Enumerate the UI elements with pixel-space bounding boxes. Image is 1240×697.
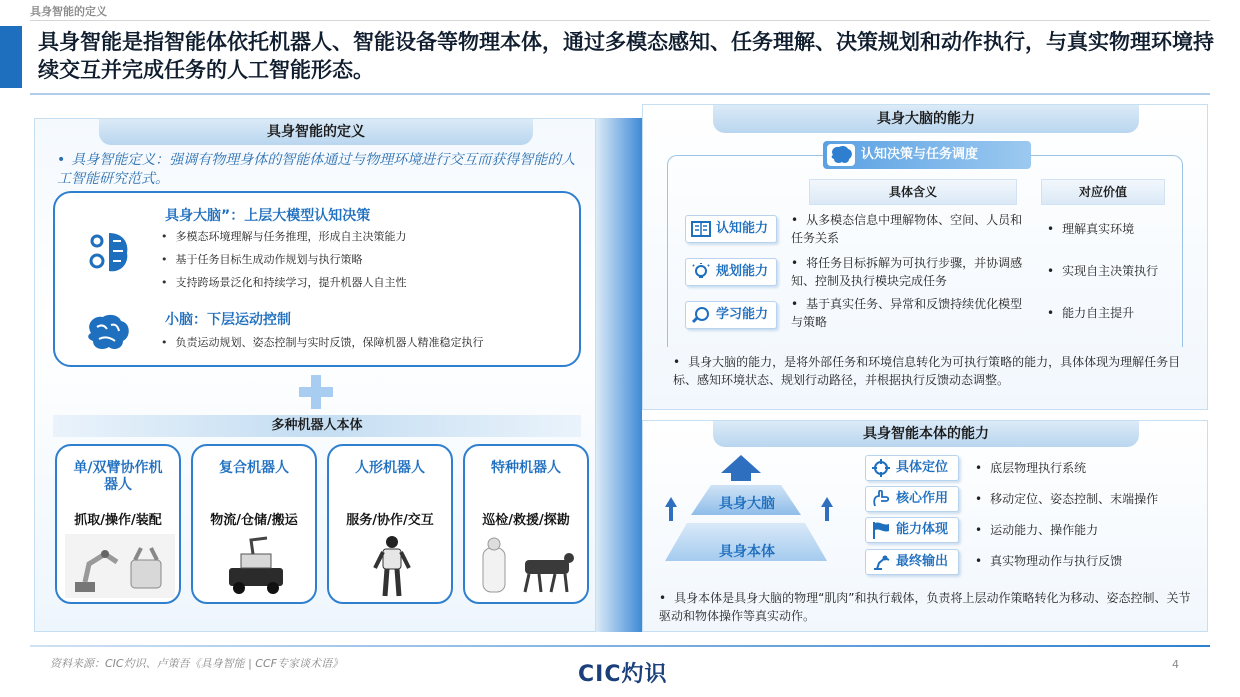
capability-position (865, 455, 959, 481)
capability-label: 最终输出 (896, 554, 949, 569)
page-headline: 具身智能是指智能体依托机器人、智能设备等物理本体，通过多模态感知、任务理解、决策规划和动作执行，与真实物理环境持续交互并完成任务的人工智能形态。 (38, 30, 1214, 82)
ability-value: • 实现自主决策执行 (1047, 264, 1159, 278)
headline-divider (30, 93, 1210, 95)
capability-desc-text: 底层物理执行系统 (990, 461, 1087, 475)
capability-output (865, 549, 959, 575)
robot-card-name: 特种机器人 (491, 460, 561, 476)
robot-card-name: 人形机器人 (355, 460, 425, 476)
ability-value: • 理解真实环境 (1047, 222, 1135, 236)
crosshair-icon (871, 459, 891, 477)
ability-label: 认知能力 (716, 221, 769, 236)
definition-panel (34, 118, 596, 632)
capability-core (865, 486, 959, 512)
page-number: 4 (1172, 658, 1179, 671)
definition-text-content: 具身智能定义：强调有物理身体的智能体通过与物理环境进行交互而获得智能的人工智能研究范式。 (57, 152, 576, 187)
title-accent-bar (0, 26, 22, 88)
gear-brain-icon (83, 227, 133, 277)
hand-icon (871, 490, 891, 508)
small-brain-title: 小脑：下层运动控制 (165, 312, 291, 328)
robot-card-name: 复合机器人 (219, 460, 289, 476)
capability-desc: • 真实物理动作与执行反馈 (975, 554, 1123, 568)
source-note: 资料来源：CIC灼识、卢策吾《具身智能 | CCF专家谈术语》 (50, 657, 343, 670)
big-brain-bullet: • 基于任务目标生成动作规划与执行策略 (161, 252, 363, 268)
definition-text: • 具身智能定义：强调有物理身体的智能体通过与物理环境进行交互而获得智能的人工智能研究范式。 (57, 152, 576, 187)
column-header-meaning: 具体含义 (809, 179, 1017, 205)
pyramid-top-label: 具身大脑 (719, 496, 775, 512)
brain-ability-summary: • 具身大脑的能力，是将外部任务和环境信息转化为可执行策略的能力，具体体现为理解任务目标、感知环境状态、规划行动路径，并根据执行反馈动态调整。 (673, 355, 1181, 387)
cognition-badge-label: 认知决策与任务调度 (861, 147, 979, 162)
body-ability-panel (642, 420, 1208, 632)
ability-value-text: 能力自主提升 (1062, 306, 1135, 320)
humanoid-robot-image (337, 534, 447, 598)
capability-label: 具体定位 (896, 460, 949, 475)
column-header-value: 对应价值 (1041, 179, 1165, 205)
ability-value-text: 理解真实环境 (1062, 222, 1135, 236)
ability-label: 学习能力 (716, 307, 769, 322)
capability-manifest (865, 517, 959, 543)
brain-box (53, 191, 581, 367)
robot-arm-icon (871, 553, 891, 571)
plus-icon (299, 375, 333, 409)
capability-desc: • 底层物理执行系统 (975, 461, 1087, 475)
section-tag: 具身智能的定义 (30, 5, 107, 18)
robot-arm-image (65, 534, 175, 598)
cognition-badge (823, 141, 1031, 169)
big-brain-bullet: • 支持跨场景泛化和持续学习，提升机器人自主性 (161, 275, 407, 291)
robot-types-header: 多种机器人本体 (53, 415, 581, 437)
ability-meaning-text: 将任务目标拆解为可执行步骤，并协调感知、控制及执行模块完成任务 (791, 256, 1023, 288)
book-icon (691, 220, 711, 238)
ability-meaning: • 从多模态信息中理解物体、空间、人员和任务关系 (791, 213, 1023, 245)
brand-logo: CIC灼识 (578, 662, 668, 687)
panel-connector (596, 118, 642, 632)
magnifier-icon (691, 306, 711, 324)
ability-meaning: • 将任务目标拆解为可执行步骤，并协调感知、控制及执行模块完成任务 (791, 256, 1023, 288)
ability-meaning-text: 从多模态信息中理解物体、空间、人员和任务关系 (791, 213, 1023, 245)
special-robot-image (473, 534, 583, 598)
brain-ability-summary-text: 具身大脑的能力，是将外部任务和环境信息转化为可执行策略的能力，具体体现为理解任务目标、感知环境状态、规划行动路径，并根据执行反馈动态调整。 (673, 355, 1181, 387)
ability-meaning: • 基于真实任务、异常和反馈持续优化模型与策略 (791, 297, 1023, 329)
capability-desc: • 移动定位、姿态控制、末端操作 (975, 492, 1159, 506)
brain-ability-header: 具身大脑的能力 (713, 105, 1139, 133)
big-brain-title: 具身大脑”：上层大模型认知决策 (165, 208, 371, 224)
capability-desc: • 运动能力、操作能力 (975, 523, 1099, 537)
ability-cognition (685, 215, 777, 243)
robot-card-use: 巡检/救援/探勘 (482, 513, 570, 528)
brain-badge-icon (827, 144, 855, 166)
robot-card-arm (55, 444, 181, 604)
body-ability-summary-text: 具身本体是具身大脑的物理“肌肉”和执行载体，负责将上层动作策略转化为移动、姿态控制、关节驱动和物体操作等真实动作。 (659, 591, 1191, 623)
ability-value-text: 实现自主决策执行 (1062, 264, 1159, 278)
robot-card-use: 物流/仓储/搬运 (210, 513, 298, 528)
lightbulb-icon (691, 263, 711, 281)
robot-card-humanoid (327, 444, 453, 604)
ability-meaning-text: 基于真实任务、异常和反馈持续优化模型与策略 (791, 297, 1023, 329)
body-ability-header: 具身智能本体的能力 (713, 421, 1139, 447)
brain-icon (83, 313, 133, 353)
small-brain-bullet: • 负责运动规划、姿态控制与实时反馈，保障机器人精准稳定执行 (161, 335, 484, 351)
capability-desc-text: 移动定位、姿态控制、末端操作 (990, 492, 1159, 506)
ability-label: 规划能力 (716, 264, 769, 279)
ability-value: • 能力自主提升 (1047, 306, 1135, 320)
capability-desc-text: 真实物理动作与执行反馈 (990, 554, 1123, 568)
ability-learning (685, 301, 777, 329)
robot-card-name: 单/双臂协作机器人 (73, 460, 163, 493)
big-brain-bullet: • 多模态环境理解与任务推理，形成自主决策能力 (161, 229, 407, 245)
robot-card-use: 服务/协作/交互 (346, 513, 434, 528)
pyramid-bottom-label: 具身本体 (719, 544, 775, 560)
brain-ability-panel (642, 104, 1208, 410)
footer-divider (30, 645, 1210, 647)
definition-panel-header: 具身智能的定义 (99, 119, 533, 145)
composite-robot-image (201, 534, 311, 598)
ability-planning (685, 258, 777, 286)
body-ability-summary: • 具身本体是具身大脑的物理“肌肉”和执行载体，负责将上层动作策略转化为移动、姿态控制、关节驱动和物体操作等真实动作。 (659, 591, 1191, 623)
robot-card-special (463, 444, 589, 604)
capability-label: 能力体现 (896, 522, 949, 537)
robot-card-use: 抓取/操作/装配 (74, 513, 162, 528)
top-divider (30, 20, 1210, 21)
capability-desc-text: 运动能力、操作能力 (990, 523, 1099, 537)
capability-label: 核心作用 (896, 491, 949, 506)
flag-icon (871, 521, 891, 539)
robot-card-composite (191, 444, 317, 604)
